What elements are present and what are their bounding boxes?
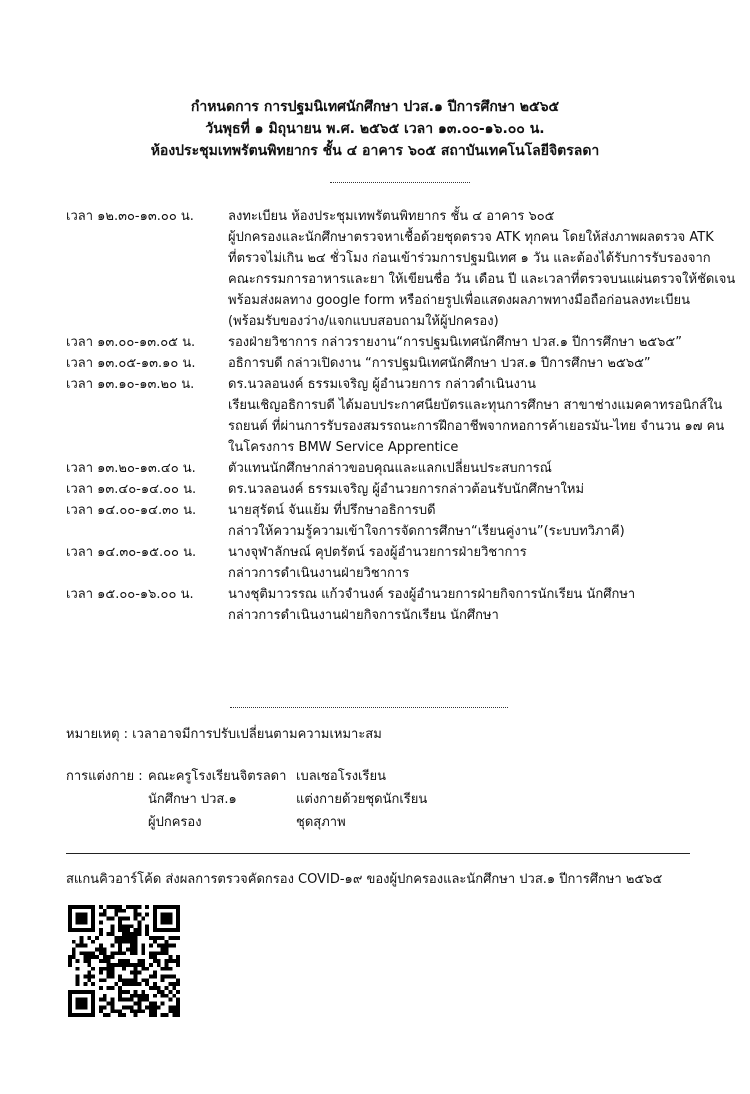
schedule-time: เวลา ๑๓.๒๐-๑๓.๔๐ น. [66,461,196,476]
schedule-description [228,458,716,479]
schedule-line: คณะกรรมการอาหารและยา ให้เขียนชื่อ วัน เดือน ปี และเวลาที่ตรวจบนแผ่นตรวจให้ชัดเจน [228,272,736,287]
schedule-description [228,353,716,374]
dress-code-row [66,766,427,789]
schedule-line: กล่าวให้ความรู้ความเข้าใจการจัดการศึกษา“เรียนคู่งาน”(ระบบทวิภาคี) [228,524,625,539]
schedule-line: ดร.นวลอนงค์ ธรรมเจริญ ผู้อำนวยการ กล่าวดำเนินงาน [228,377,537,392]
document-header [0,96,750,162]
schedule-description [228,479,716,500]
section-rule [66,853,690,854]
schedule-item [66,374,725,458]
schedule-time: เวลา ๑๓.๐๕-๑๓.๑๐ น. [66,356,196,371]
schedule-line: ในโครงการ BMW Service Apprentice [228,440,459,455]
header-date-time: วันพุธที่ ๑ มิถุนายน พ.ศ. ๒๕๖๕ เวลา ๑๓.๐๐-๑๖.๐๐ น. [205,121,545,137]
dress-code-who: นักศึกษา ปวส.๑ [148,792,237,807]
schedule-time: เวลา ๑๒.๓๐-๑๓.๐๐ น. [66,209,194,224]
dress-code-what: แต่งกายด้วยชุดนักเรียน [296,792,428,807]
schedule-item [66,458,716,479]
schedule-line: ผู้ปกครองและนักศึกษาตรวจหาเชื้อด้วยชุดตรวจ ATK ทุกคน โดยให้ส่งภาพผลตรวจ ATK [228,230,714,245]
dress-code-row [66,812,427,835]
schedule-line: พร้อมส่งผลทาง google form หรือถ่ายรูปเพื่อแสดงผลภาพทางมือถือก่อนลงทะเบียน [228,293,690,308]
dress-code-who: ผู้ปกครอง [148,815,202,830]
schedule-line: (พร้อมรับของว่าง/แจกแบบสอบถามให้ผู้ปกครอง) [228,314,499,329]
schedule-item [66,353,716,374]
schedule-line: นายสุรัตน์ จันแย้ม ที่ปรึกษาอธิการบดี [228,503,436,518]
schedule-line: ดร.นวลอนงค์ ธรรมเจริญ ผู้อำนวยการกล่าวต้อนรับนักศึกษาใหม่ [228,482,585,497]
schedule-time: เวลา ๑๓.๔๐-๑๔.๐๐ น. [66,482,197,497]
schedule-line: นางชุติมาวรรณ แก้วจำนงค์ รองผู้อำนวยการฝ่ายกิจการนักเรียน นักศึกษา [228,587,636,602]
dress-code [66,766,427,835]
dress-code-who: คณะครูโรงเรียนจิตรลดา [148,769,287,784]
schedule-description [228,206,735,332]
schedule-time: เวลา ๑๔.๐๐-๑๔.๓๐ น. [66,503,197,518]
schedule-time: เวลา ๑๓.๐๐-๑๓.๐๕ น. [66,335,196,350]
schedule-item [66,479,716,500]
schedule-description [228,500,716,542]
schedule-time: เวลา ๑๔.๓๐-๑๕.๐๐ น. [66,545,197,560]
scan-instruction: สแกนคิวอาร์โค้ด ส่งผลการตรวจคัดกรอง COVID-๑๙ ของผู้ปกครองและนักศึกษา ปวส.๑ ปีการศึกษา ๒๕๖๕ [66,872,663,887]
schedule-dotted-divider [230,707,508,708]
schedule-line: อธิการบดี กล่าวเปิดงาน “การปฐมนิเทศนักศึกษา ปวส.๑ ปีการศึกษา ๒๕๖๕” [228,356,651,371]
schedule-time: เวลา ๑๓.๑๐-๑๓.๒๐ น. [66,377,195,392]
schedule-line: กล่าวการดำเนินงานฝ่ายกิจการนักเรียน นักศึกษา [228,608,499,623]
qr-code-icon[interactable] [68,905,180,1017]
schedule-line: ตัวแทนนักศึกษากล่าวขอบคุณและแลกเปลี่ยนประสบการณ์ [228,461,552,476]
schedule-description [228,332,716,353]
header-dotted-divider [330,182,470,183]
schedule-description [228,542,716,584]
header-title: กำหนดการ การปฐมนิเทศนักศึกษา ปวส.๑ ปีการศึกษา ๒๕๖๕ [190,99,560,115]
schedule-description [228,584,716,626]
schedule-line: รองฝ่ายวิชาการ กล่าวรายงาน“การปฐมนิเทศนักศึกษา ปวส.๑ ปีการศึกษา ๒๕๖๕” [228,335,682,350]
dress-code-what: ชุดสุภาพ [296,815,346,830]
header-venue: ห้องประชุมเทพรัตนพิทยากร ชั้น ๔ อาคาร ๖๐๕ สถาบันเทคโนโลยีจิตรลดา [150,143,600,159]
schedule-item [66,332,716,353]
schedule-line: กล่าวการดำเนินงานฝ่ายวิชาการ [228,566,410,581]
schedule-item [66,206,736,332]
schedule-line: เรียนเชิญอธิการบดี ได้มอบประกาศนียบัตรและทุนการศึกษา สาขาช่างแมคคาทรอนิกส์ใน [228,398,723,413]
schedule-line: นางจุฬาลักษณ์ คุปตรัตน์ รองผู้อำนวยการฝ่ายวิชาการ [228,545,527,560]
schedule-description [228,374,724,458]
schedule-item [66,584,716,626]
schedule-list [66,206,736,626]
schedule-item [66,500,716,542]
schedule-item [66,542,716,584]
schedule-time: เวลา ๑๕.๐๐-๑๖.๐๐ น. [66,587,194,602]
schedule-line: ที่ตรวจไม่เกิน ๒๔ ชั่วโมง ก่อนเข้าร่วมการปฐมนิเทศ ๑ วัน และต้องได้รับการรับรองจาก [228,251,711,266]
dress-code-row [66,789,427,812]
schedule-line: ลงทะเบียน ห้องประชุมเทพรัตนพิทยากร ชั้น ๔ อาคาร ๖๐๕ [228,209,555,224]
remark-note: หมายเหตุ : เวลาอาจมีการปรับเปลี่ยนตามความเหมาะสม [66,727,382,742]
dress-code-label: การแต่งกาย : [66,769,143,784]
dress-code-what: เบลเซอโรงเรียน [296,769,386,784]
schedule-line: รถยนต์ ที่ผ่านการรับรองสมรรถนะการฝึกอาชีพจากหอการค้าเยอรมัน-ไทย จำนวน ๑๗ คน [228,419,725,434]
